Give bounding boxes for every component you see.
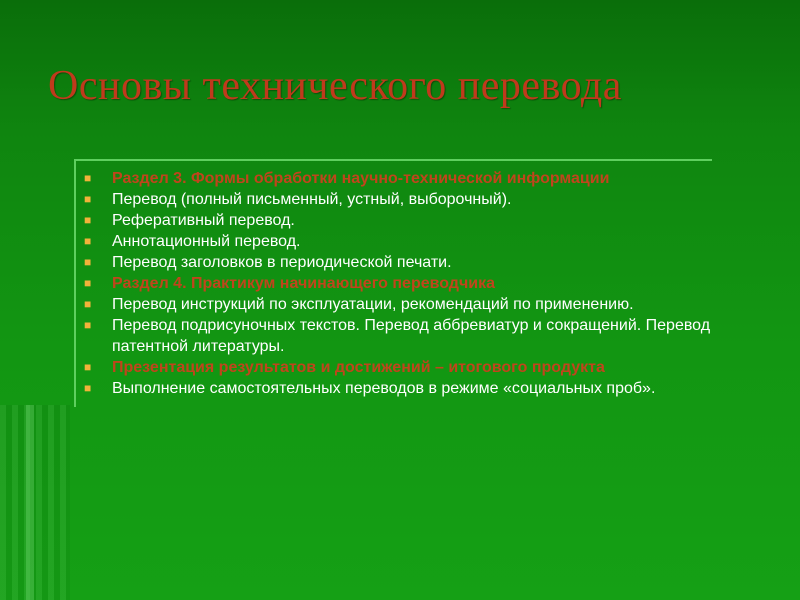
horizontal-rule [74, 159, 712, 161]
square-bullet-icon: ■ [84, 171, 92, 185]
list-item-text: Реферативный перевод. [112, 212, 295, 229]
square-bullet-icon: ■ [84, 318, 92, 332]
square-bullet-icon: ■ [84, 234, 92, 248]
square-bullet-icon: ■ [84, 192, 92, 206]
list-item [84, 315, 784, 357]
list-item-text: Перевод (полный письменный, устный, выборочный). [112, 191, 512, 208]
list-item [84, 294, 784, 315]
list-item [84, 252, 784, 273]
square-bullet-icon: ■ [84, 381, 92, 395]
square-bullet-icon: ■ [84, 213, 92, 227]
list-item-section-3 [84, 168, 784, 189]
square-bullet-icon: ■ [84, 255, 92, 269]
list-item-section-presentation [84, 357, 784, 378]
list-item-text: Презентация результатов и достижений – итогового продукта [112, 359, 605, 376]
list-item-text: Перевод заголовков в периодической печати. [112, 254, 452, 271]
list-item-text: Раздел 3. Формы обработки научно-технической информации [112, 170, 610, 187]
vertical-rule [74, 159, 76, 407]
list-item [84, 210, 784, 231]
list-item-text: Аннотационный перевод. [112, 233, 301, 250]
square-bullet-icon: ■ [84, 276, 92, 290]
list-item [84, 378, 784, 399]
slide-title: Основы технического перевода [48, 63, 622, 109]
bullet-list [84, 168, 784, 399]
list-item-text: Перевод инструкций по эксплуатации, рекомендаций по применению. [112, 296, 634, 313]
square-bullet-icon: ■ [84, 297, 92, 311]
square-bullet-icon: ■ [84, 360, 92, 374]
list-item [84, 231, 784, 252]
decorative-stripe-edge [26, 405, 34, 600]
list-item-text: Выполнение самостоятельных переводов в режиме «социальных проб». [112, 380, 656, 397]
list-item-section-4 [84, 273, 784, 294]
list-item-text: Перевод подрисуночных текстов. Перевод аббревиатур и сокращений. Перевод патентной литературы. [112, 317, 711, 355]
list-item-text: Раздел 4. Практикум начинающего переводчика [112, 275, 495, 292]
list-item [84, 189, 784, 210]
decorative-stripes [0, 405, 70, 600]
